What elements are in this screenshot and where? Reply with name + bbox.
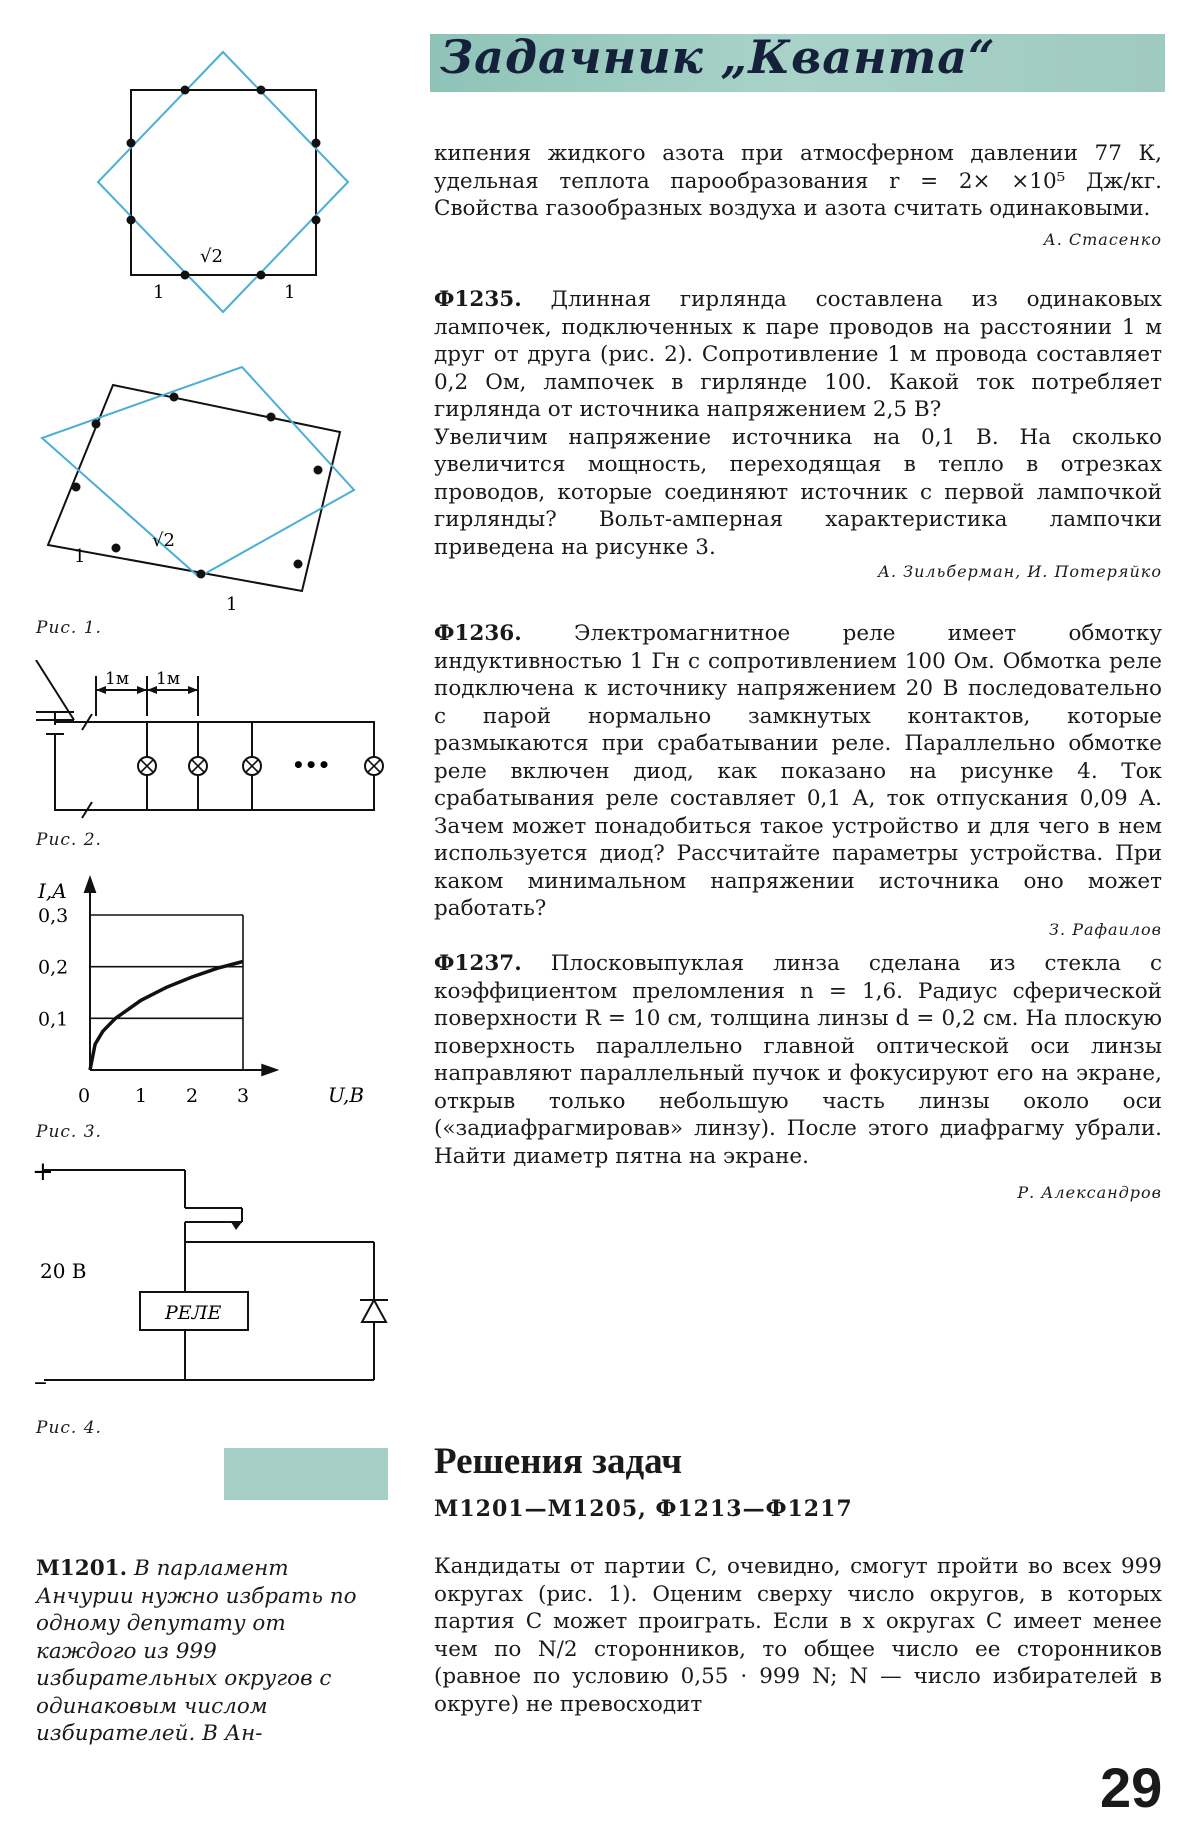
problem-id: Ф1237.	[434, 951, 522, 976]
lamp-icon	[138, 757, 383, 775]
y-tick-label: 0,1	[38, 1008, 69, 1031]
relay-label: РЕЛЕ	[165, 1302, 222, 1324]
problem-text: Длинная гирлянда составлена из одинаковых лампочек, подключенных к паре проводов на расстоянии 1 м друг от друга (рис. 2). Сопротивление 1 м провода составляет 0,2 Ом, лампочек в гирлянде 100. Какой ток потребляет гирлянда от источника напряжением 2,5 В?	[434, 287, 1162, 422]
problem-m1201	[36, 1555, 376, 1748]
x-tick-label: 0	[78, 1085, 91, 1107]
problem-author: Р. Александров	[1017, 1183, 1162, 1202]
problem-f1236	[434, 620, 1162, 941]
series-line	[90, 962, 243, 1071]
x-axis-arrow	[262, 1065, 276, 1075]
intro-author: А. Стасенко	[1043, 229, 1162, 249]
label-sqrt2: √2	[200, 246, 223, 267]
rotated-diamond-outline	[42, 367, 354, 577]
figure-4	[30, 1150, 390, 1395]
label-sqrt2: √2	[152, 530, 175, 551]
y-tick-label: 0,3	[38, 905, 69, 927]
problem-f1235	[434, 286, 1162, 583]
header-title: Задачник „Кванта“	[440, 30, 996, 84]
dimension-label: 1м	[156, 669, 181, 689]
figure-1	[30, 40, 370, 620]
label-one: 1	[74, 546, 86, 567]
y-axis-arrow	[85, 878, 95, 892]
figure-4-caption: Рис. 4.	[36, 1418, 102, 1438]
page-number: 29	[1100, 1756, 1163, 1819]
voltage-label: 20 В	[40, 1259, 87, 1283]
figure-2-circuit	[30, 660, 390, 830]
intro-block	[434, 140, 1162, 251]
problem-f1237	[434, 950, 1162, 1204]
label-one: 1	[153, 282, 165, 303]
problem-id: Ф1235.	[434, 287, 522, 312]
problem-author: А. Зильберман, И. Потеряйко	[877, 562, 1162, 581]
problem-text-2: Увеличим напряжение источника на 0,1 В. На сколько увеличится мощность, переходящая в тепло в отрезках проводов, которые соединяют источник с первой лампочкой гирлянды? Вольт-амперная характеристика лампочки приведена на рисунке 3.	[434, 424, 1162, 560]
label-one: 1	[284, 282, 296, 303]
minus-sign: –	[34, 1367, 47, 1395]
figure-3-chart	[30, 870, 390, 1120]
y-axis-label: I,A	[38, 879, 67, 903]
section-color-block	[224, 1448, 388, 1500]
plus-sign: +	[32, 1157, 54, 1187]
y-tick-label: 0,2	[38, 956, 69, 979]
figure-3-caption: Рис. 3.	[36, 1122, 102, 1142]
solutions-subtitle: М1201—М1205, Ф1213—Ф1217	[434, 1496, 853, 1522]
diode-icon	[362, 1300, 386, 1322]
problem-id: Ф1236.	[434, 621, 522, 646]
label-one: 1	[226, 594, 238, 615]
x-tick-label: 2	[186, 1085, 199, 1107]
solutions-text: Кандидаты от партии C, очевидно, смогут пройти во всех 999 округах (рис. 1). Оценим сверху число округов, в которых партия C может проиграть. Если в x округах C имеет менее чем по N/2 сторонников, то общее число ее сторонников (равное по условию 0,55 · 999 N; N — число избирателей в округе) не превосходит	[434, 1554, 1162, 1717]
x-tick-label: 3	[237, 1085, 250, 1107]
problem-text: Электромагнитное реле имеет обмотку индуктивностью 1 Гн с сопротивлением 100 Ом. Обмотка реле подключена к источнику напряжением 20 В последовательно с парой нормально замкнутых контактов, которые размыкаются при срабатывании реле. Параллельно обмотке реле включен диод, как показано на рисунке 4. Ток срабатывания реле составляет 0,1 А, ток отпускания 0,09 А. Зачем может понадобиться такое устройство и для чего в нем используется диод? Рассчитайте параметры устройства. При каком минимальном напряжении источника оно может работать?	[434, 621, 1162, 921]
problem-text: В парламент Анчурии нужно избрать по одному депутату от каждого из 999 избирательных округов с одинаковым числом избирателей. В Ан-	[36, 1556, 357, 1746]
problem-id: М1201.	[36, 1556, 128, 1581]
vertex-dots	[127, 86, 321, 280]
problem-text: Плосковыпуклая линза сделана из стекла с коэффициентом преломления n = 1,6. Радиус сферической поверхности R = 10 см, толщина линзы d = 0,2 см. На плоскую поверхность параллельно главной оптической оси линзы направляют параллельный пучок и фокусируют его на экране, открыв только небольшую часть линзы около оси («задиафрагмировав» линзу). После этого диафрагму убрали. Найти диаметр пятна на экране.	[434, 951, 1162, 1169]
solutions-title: Решения задач	[434, 1441, 683, 1482]
x-axis-label: U,B	[328, 1083, 365, 1107]
x-tick-label: 1	[135, 1085, 148, 1107]
figure-2-caption: Рис. 2.	[36, 830, 102, 850]
ellipsis-dots: •••	[292, 753, 331, 777]
intro-text: кипения жидкого азота при атмосферном давлении 77 К, удельная теплота парообразования r = 2× ×10⁵ Дж/кг. Свойства газообразных воздуха и азота считать одинаковыми.	[434, 141, 1162, 221]
figure-1-caption: Рис. 1.	[36, 618, 102, 638]
dimension-label: 1м	[105, 669, 130, 689]
problem-author: З. Рафаилов	[1049, 919, 1162, 939]
